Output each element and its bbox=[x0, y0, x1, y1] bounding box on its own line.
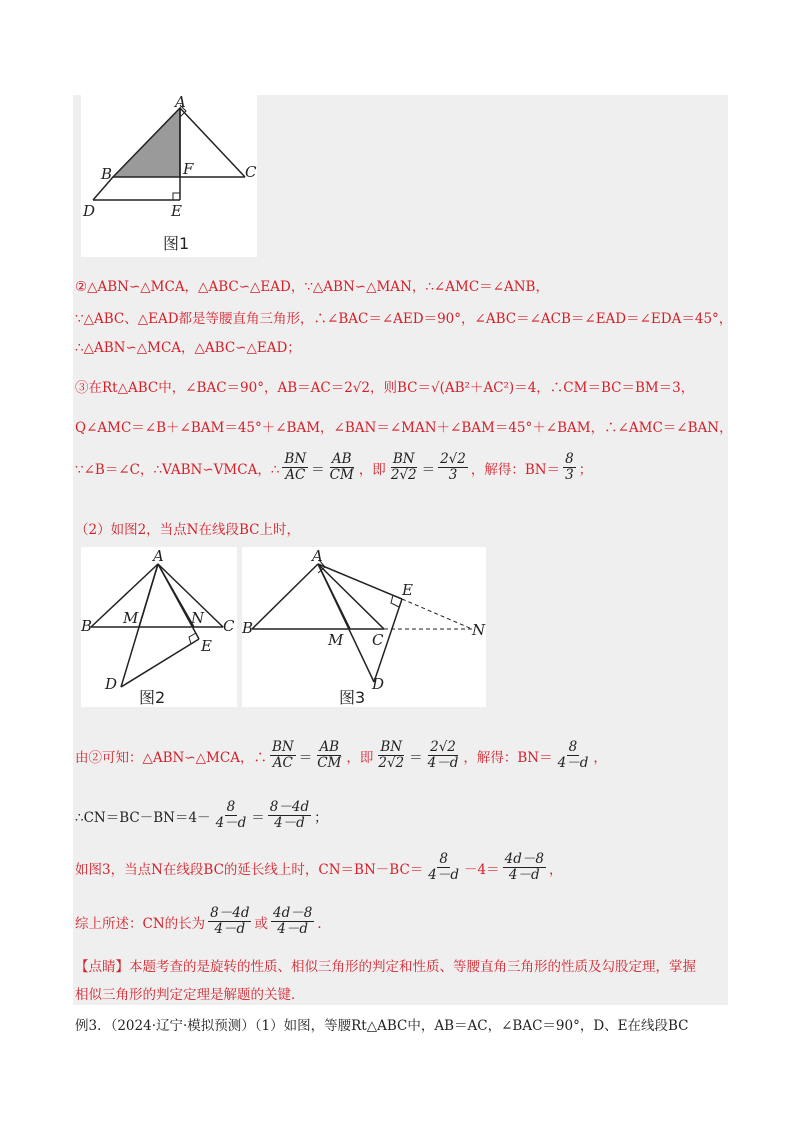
label-c: C bbox=[372, 631, 384, 649]
label-f: F bbox=[183, 160, 194, 178]
label-e: E bbox=[402, 581, 413, 599]
solution-line-7: 由②可知：△ABN∽△MCA，∴ $\frac{BN}{AC}$ ＝ $\frac{AB}{CM}$ ，即 $\frac{BN}{2√2}$ ＝ $\frac{2√2}{4-d}$ ，解得：BN＝ $\frac{8}{4-d}$ ， bbox=[75, 739, 607, 771]
fraction-4d8-4d: $\frac{4d-8}{4-d}$ bbox=[504, 851, 544, 883]
line9-text-b: －4＝ bbox=[464, 861, 500, 878]
line9-text-c: ， bbox=[548, 861, 563, 878]
key-point-line-1: 【点睛】本题考查的是旋转的性质、相似三角形的判定和性质、等腰直角三角形的性质及勾股定理，掌握 bbox=[75, 959, 696, 975]
label-c: C bbox=[245, 163, 257, 181]
line7-text-b: ，即 bbox=[346, 749, 374, 766]
fraction-8-4d-c: $\frac{8}{4-d}$ bbox=[428, 851, 460, 883]
fraction-8-4d-b: $\frac{8}{4-d}$ bbox=[215, 799, 247, 831]
fraction-84d-4d: $\frac{8-4d}{4-d}$ bbox=[269, 799, 310, 831]
figure-2 bbox=[81, 547, 237, 707]
label-m: M bbox=[328, 631, 344, 649]
shaded-triangle-abf bbox=[113, 108, 180, 177]
fraction-ab-cm: $\frac{AB}{CM}$ bbox=[329, 451, 354, 483]
fraction-bn-ac: $\frac{BN}{AC}$ bbox=[284, 451, 307, 483]
fraction-ab-cm-2: $\frac{AB}{CM}$ bbox=[317, 739, 342, 771]
label-d: D bbox=[105, 675, 118, 693]
label-d: D bbox=[372, 675, 385, 693]
line7-text-a: 由②可知：△ABN∽△MCA，∴ bbox=[75, 749, 267, 766]
figure-3-drawing bbox=[242, 547, 486, 707]
figure-2-drawing bbox=[81, 547, 237, 707]
label-e: E bbox=[201, 637, 212, 655]
line7-text-d: ， bbox=[593, 749, 607, 766]
figure-1-caption: 图1 bbox=[163, 234, 190, 253]
label-a: A bbox=[175, 95, 186, 111]
figure-3 bbox=[242, 547, 486, 707]
fraction-bn-2root2: $\frac{BN}{2√2}$ bbox=[390, 451, 417, 483]
solution-line-10 bbox=[75, 906, 331, 937]
fraction-bn-2root2-2: $\frac{BN}{2√2}$ bbox=[378, 739, 405, 771]
solution-line-6: ∵∠B＝∠C，∴VABN∽VMCA，∴ $\frac{BN}{AC}$ ＝ $\frac{AB}{CM}$ ，即 $\frac{BN}{2√2}$ ＝ $\frac{2√2}{3}$ ，解得：BN＝ $\frac{8}{3}$ ； bbox=[75, 451, 593, 483]
part-2-heading: （2）如图2，当点N在线段BC上时， bbox=[75, 522, 300, 538]
solution-line-4: ③在Rt△ABC中，∠BAC＝90°，AB＝AC＝2√2，则BC＝√(AB²＋AC²)＝4，∴CM＝BC＝BM＝3， bbox=[75, 380, 695, 396]
fraction-2root2-3: $\frac{2√2}{3}$ bbox=[440, 451, 466, 483]
label-n: N bbox=[191, 609, 205, 627]
label-a: A bbox=[312, 547, 323, 565]
fraction-84d-4d-b: $\frac{8-4d}{4-d}$ bbox=[210, 905, 250, 937]
fraction-4d8-4d-b: $\frac{4d-8}{4-d}$ bbox=[272, 905, 313, 937]
line6-text-d: ； bbox=[578, 461, 593, 478]
figure-3-caption: 图3 bbox=[339, 688, 366, 707]
solution-line-5: Q∠AMC＝∠B＋∠BAM＝45°＋∠BAM，∠BAN＝∠MAN＋∠BAM＝45°＋∠BAM，∴∠AMC＝∠BAN， bbox=[75, 420, 733, 436]
line6-text-b: ，即 bbox=[358, 461, 386, 478]
solution-line-1: ②△ABN∽△MCA，△ABC∽△EAD，∵△ABN∽△MAN，∴∠AMC＝∠ANB， bbox=[75, 279, 549, 295]
label-d: D bbox=[83, 202, 96, 220]
label-c: C bbox=[223, 617, 235, 635]
line10-text-b: 或 bbox=[254, 915, 268, 932]
label-a: A bbox=[153, 547, 164, 565]
line10-text-a: 综上所述：CN的长为 bbox=[75, 915, 206, 932]
label-m: M bbox=[123, 609, 139, 627]
line8-text-a: ∴CN＝BC－BN＝4－ bbox=[75, 809, 211, 826]
label-n: N bbox=[472, 621, 486, 639]
label-b: B bbox=[81, 617, 93, 635]
fraction-8-3: $\frac{8}{3}$ bbox=[565, 451, 574, 483]
figure-1 bbox=[81, 95, 257, 257]
line7-text-c: ，解得：BN＝ bbox=[463, 749, 553, 766]
line6-text-c: ，解得：BN＝ bbox=[470, 461, 561, 478]
line9-text-a: 如图3，当点N在线段BC的延长线上时，CN＝BN－BC＝ bbox=[75, 861, 424, 878]
fraction-bn-ac-2: $\frac{BN}{AC}$ bbox=[271, 739, 294, 771]
label-b: B bbox=[101, 165, 113, 183]
fraction-8-4d: $\frac{8}{4-d}$ bbox=[557, 739, 589, 771]
key-point-line-2: 相似三角形的判定定理是解题的关键． bbox=[75, 987, 305, 1003]
right-angle-mark-e bbox=[173, 193, 180, 200]
line8-text-b: ＝ bbox=[251, 809, 265, 826]
line8-text-c: ； bbox=[314, 809, 328, 826]
label-b: B bbox=[242, 619, 254, 637]
next-example-line: 例3．（2024·辽宁·模拟预测）（1）如图，等腰Rt△ABC中，AB＝AC，∠BAC＝90°，D、E在线段BC bbox=[75, 1018, 689, 1034]
solution-line-2: ∵△ABC、△EAD都是等腰直角三角形，∴∠BAC＝∠AED＝90°，∠ABC＝∠ACB＝∠EAD＝∠EDA＝45°， bbox=[75, 311, 733, 327]
solution-line-9 bbox=[75, 852, 562, 883]
solution-line-8 bbox=[75, 800, 328, 831]
line10-text-c: ． bbox=[317, 915, 331, 932]
line6-text-a: ∵∠B＝∠C，∴VABN∽VMCA，∴ bbox=[75, 461, 280, 478]
label-e: E bbox=[171, 202, 182, 220]
solution-line-3: ∴△ABN∽△MCA，△ABC∽△EAD； bbox=[75, 340, 301, 356]
fraction-2root2-4d: $\frac{2√2}{4-d}$ bbox=[427, 739, 459, 771]
figure-2-caption: 图2 bbox=[139, 688, 166, 707]
